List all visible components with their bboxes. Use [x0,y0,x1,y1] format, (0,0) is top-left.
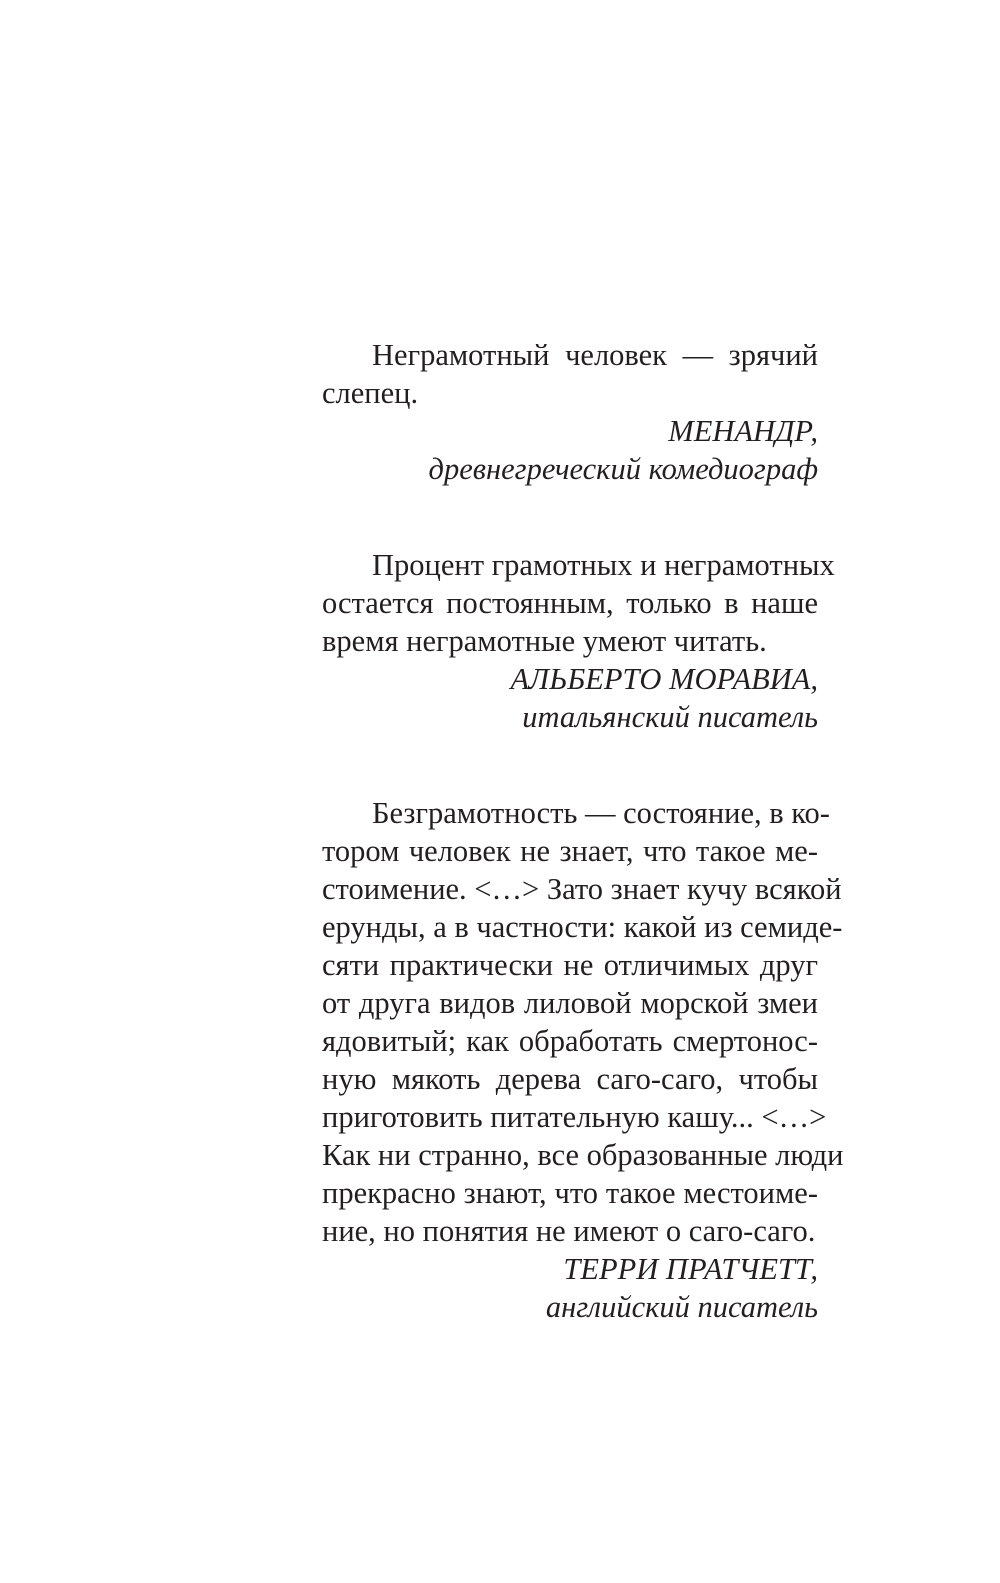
epigraph-menander [322,336,818,488]
author-name: ТЕРРИ ПРАТЧЕТТ, [563,1252,818,1286]
quote-line: сяти практически не отличимых друг [322,948,818,982]
quote-line: тором человек не знает, что такое ме- [322,834,818,868]
author-role: английский писатель [545,1290,818,1324]
quote-line: остается постоянным, только в наше [322,586,818,620]
quote-line: стоимение. <…> Зато знает кучу всякой [322,872,842,906]
quote-line: прекрасно знают, что такое местоиме- [322,1176,818,1210]
author-role: древнегреческий комедиограф [428,452,818,486]
epigraph-moravia [322,546,835,736]
quote-line: время неграмотные умеют читать. [322,624,767,658]
quote-line: ние, но понятия не имеют о саго-саго. [322,1214,816,1248]
author-role: итальянский писатель [522,700,818,734]
quote-line: от друга видов лиловой морской змеи [322,986,818,1020]
author-name: АЛЬБЕРТО МОРАВИА, [510,662,818,696]
epigraph-pratchett [322,794,844,1326]
quote-line: Безграмотность — состояние, в ко- [372,796,830,830]
quote-line: Как ни странно, все образованные люди [322,1138,844,1172]
quote-line: Неграмотный человек — зрячий [372,338,818,372]
author-name: МЕНАНДР, [668,414,818,448]
quote-line: ерунды, а в частности: какой из семиде- [322,910,843,944]
quote-line: Процент грамотных и неграмотных [372,548,835,582]
quote-line: ную мякоть дерева саго-саго, чтобы [322,1062,818,1096]
quote-line: слепец. [322,376,419,410]
quote-line: ядовитый; как обработать смертонос- [322,1024,818,1058]
quote-line: приготовить питательную кашу... <…> [322,1100,827,1134]
